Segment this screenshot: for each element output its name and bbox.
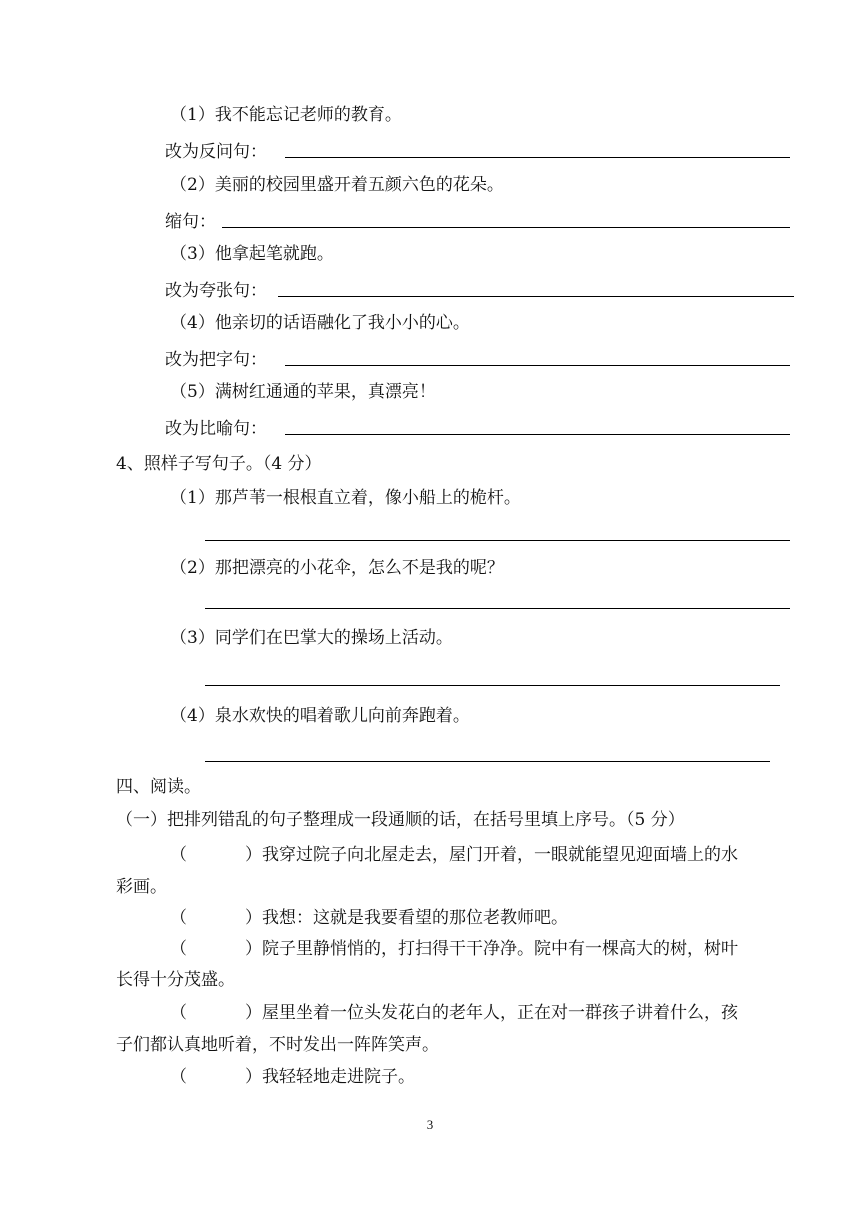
rewrite-q1-sentence: （1）我不能忘记老师的教育。 — [170, 105, 402, 125]
reading-sentence-1-cont: 彩画。 — [116, 877, 167, 897]
reading-sentence-1 — [170, 843, 738, 867]
sentence-4-text: 屋里坐着一位头发花白的老年人，正在对一群孩子讲着什么，孩 — [262, 1003, 738, 1023]
bracket-close: ） — [245, 1003, 262, 1023]
rewrite-q3-answer-line[interactable] — [278, 296, 794, 297]
rewrite-q2-answer-line[interactable] — [222, 227, 790, 228]
sentence-5-text: 我轻轻地走进院子。 — [262, 1067, 415, 1087]
bracket-open: （ — [170, 1067, 187, 1087]
imitate-item-2-answer-line[interactable] — [205, 608, 790, 609]
page-number: 3 — [426, 1117, 434, 1132]
bracket-close: ） — [245, 845, 262, 865]
imitate-item-3: （3）同学们在巴掌大的操场上活动。 — [170, 628, 453, 648]
rewrite-q1-label: 改为反问句： — [165, 142, 267, 162]
sentence-3-text: 院子里静悄悄的，打扫得干干净净。院中有一棵高大的树，树叶 — [262, 939, 738, 959]
bracket-open: （ — [170, 1003, 187, 1023]
imitate-heading: 4、照样子写句子。（4 分） — [116, 454, 322, 474]
reading-sentence-4-cont: 子们都认真地听着，不时发出一阵阵笑声。 — [116, 1035, 439, 1055]
rewrite-q4-answer-line[interactable] — [285, 365, 790, 366]
bracket-close: ） — [245, 1067, 262, 1087]
imitate-item-1: （1）那芦苇一根根直立着，像小船上的桅杆。 — [170, 488, 521, 508]
rewrite-q1-answer-line[interactable] — [285, 157, 790, 158]
reading-sentence-2 — [170, 906, 568, 930]
reading-sub-heading: （一）把排列错乱的句子整理成一段通顺的话，在括号里填上序号。（5 分） — [116, 810, 685, 830]
rewrite-q5-label: 改为比喻句： — [165, 419, 267, 439]
imitate-item-1-answer-line[interactable] — [205, 540, 790, 541]
reading-heading: 四、阅读。 — [116, 777, 201, 797]
bracket-close: ） — [245, 939, 262, 959]
bracket-open: （ — [170, 845, 187, 865]
reading-sentence-5 — [170, 1065, 415, 1089]
rewrite-q5-sentence: （5）满树红通通的苹果，真漂亮！ — [170, 382, 436, 402]
sentence-1-text: 我穿过院子向北屋走去，屋门开着，一眼就能望见迎面墙上的水 — [262, 845, 738, 865]
imitate-item-2: （2）那把漂亮的小花伞，怎么不是我的呢？ — [170, 558, 504, 578]
rewrite-q3-sentence: （3）他拿起笔就跑。 — [170, 244, 334, 264]
imitate-item-4-answer-line[interactable] — [205, 761, 770, 762]
rewrite-q5-answer-line[interactable] — [285, 434, 790, 435]
bracket-close: ） — [245, 908, 262, 928]
rewrite-q4-sentence: （4）他亲切的话语融化了我小小的心。 — [170, 313, 470, 333]
reading-sentence-3-cont: 长得十分茂盛。 — [116, 970, 235, 990]
reading-sentence-4 — [170, 1001, 738, 1025]
reading-sentence-3 — [170, 937, 738, 961]
rewrite-q4-label: 改为把字句： — [165, 350, 267, 370]
imitate-item-4: （4）泉水欢快的唱着歌儿向前奔跑着。 — [170, 706, 470, 726]
rewrite-q2-label: 缩句： — [165, 212, 216, 232]
bracket-open: （ — [170, 939, 187, 959]
imitate-item-3-answer-line[interactable] — [205, 685, 780, 686]
rewrite-q3-label: 改为夸张句： — [165, 281, 267, 301]
rewrite-q2-sentence: （2）美丽的校园里盛开着五颜六色的花朵。 — [170, 175, 504, 195]
sentence-2-text: 我想：这就是我要看望的那位老教师吧。 — [262, 908, 568, 928]
bracket-open: （ — [170, 908, 187, 928]
